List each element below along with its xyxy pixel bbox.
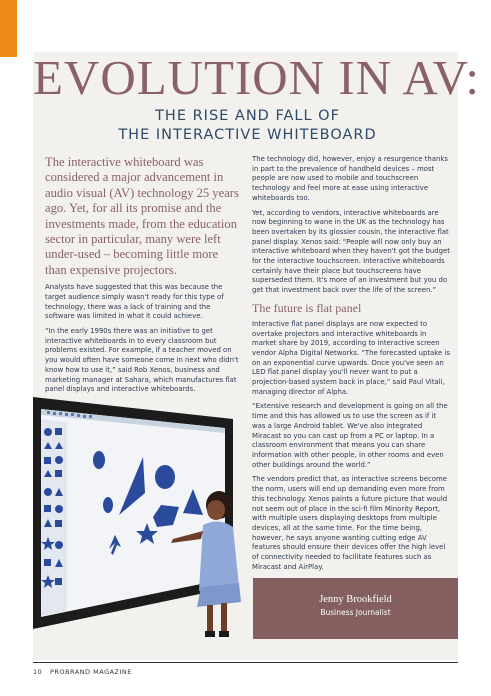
byline-box — [253, 578, 458, 639]
body-paragraph: Analysts have suggested that this was because the target audience simply wasn't ready for this type of technology, there was a lack of training and the software was limited in what it could achieve. — [45, 283, 224, 321]
body-paragraph: The technology did, however, enjoy a resurgence thanks in part to the prevalence of handheld devices – most people are now used to mobile and touchscreen technology and feel more at ease using interactive whiteboards too. — [252, 155, 448, 202]
page-number: 10 — [33, 668, 43, 676]
right-column — [252, 155, 450, 577]
intro-paragraph: The interactive whiteboard was considered a major advancement in audio visual (AV) technology 25 years ago. Yet, for all its promise and the investments made, from the education sector in particular, many were left under-used – becoming little more than expensive projectors. — [45, 155, 239, 277]
body-paragraph: “Extensive research and development is going on all the time and this has allowed us to use the screen as if it was a large Android tablet. We've also integrated Miracast so you can cast up from a PC or laptop. In a classroom environment that means you can share information with other people, in other rooms and even other buildings around the world.” — [252, 402, 448, 469]
section-heading: The future is flat panel — [252, 300, 362, 315]
whiteboard-photo — [33, 397, 244, 640]
left-column — [45, 155, 241, 400]
author-role: Business Journalist — [320, 608, 391, 617]
subtitle-line-1: THE RISE AND FALL OF — [155, 108, 340, 124]
subtitle-line-2: THE INTERACTIVE WHITEBOARD — [118, 127, 377, 143]
article-subtitle — [60, 107, 435, 145]
body-paragraph: Yet, according to vendors, interactive whiteboards are now beginning to wane in the UK as the technology has been overtaken by its glossier cousin, the interactive flat panel display. Xenos said: “People will now only buy an interactive whiteboard when they haven't got the budget for the interactive touchscreen. Interactive whiteboards certainly have their place but touchscreens have superseded them. It's more of an investment but you do get that investment back over the life of the screen.” — [252, 208, 450, 295]
body-paragraph: Interactive flat panel displays are now expected to overtake projectors and interactive whiteboards in market share by 2019, according to interactive screen vendor Alpha Digital Networks. “The forecasted uptake is on an exponential curve upwards. Once you've seen an LED flat panel display you'll never want to put a projection-based system back in place,” said Paul Vitali, managing director of Alpha. — [252, 319, 450, 396]
orange-corner-tab — [0, 0, 17, 57]
magazine-name: PROBRAND MAGAZINE — [49, 668, 132, 676]
article-title: EVOLUTION IN AV: — [33, 50, 480, 105]
page-footer — [33, 668, 132, 676]
body-paragraph: “In the early 1990s there was an initiative to get interactive whiteboards in to every classroom but problems existed. For example, if a teacher moved on you would often have someone come in next who didn't know how to use it,” said Rob Xenos, business and marketing manager at Sahara, which manufactures flat panel displays and interactive whiteboards. — [45, 327, 239, 394]
author-name: Jenny Brookfield — [319, 594, 392, 605]
footer-rule — [33, 662, 458, 663]
body-paragraph: The vendors predict that, as interactive screens become the norm, users will end up demanding even more from this technology. Xenos paints a future picture that would not seem out of place in the sci-fi film Minority Report, with multiple users displaying desktops from multiple devices, all at the same time. For the time being, however, he says anyone wanting cutting edge AV features should ensure their devices offer the high level of connectivity needed to facilitate features such as Miracast and AirPlay. — [252, 475, 448, 571]
